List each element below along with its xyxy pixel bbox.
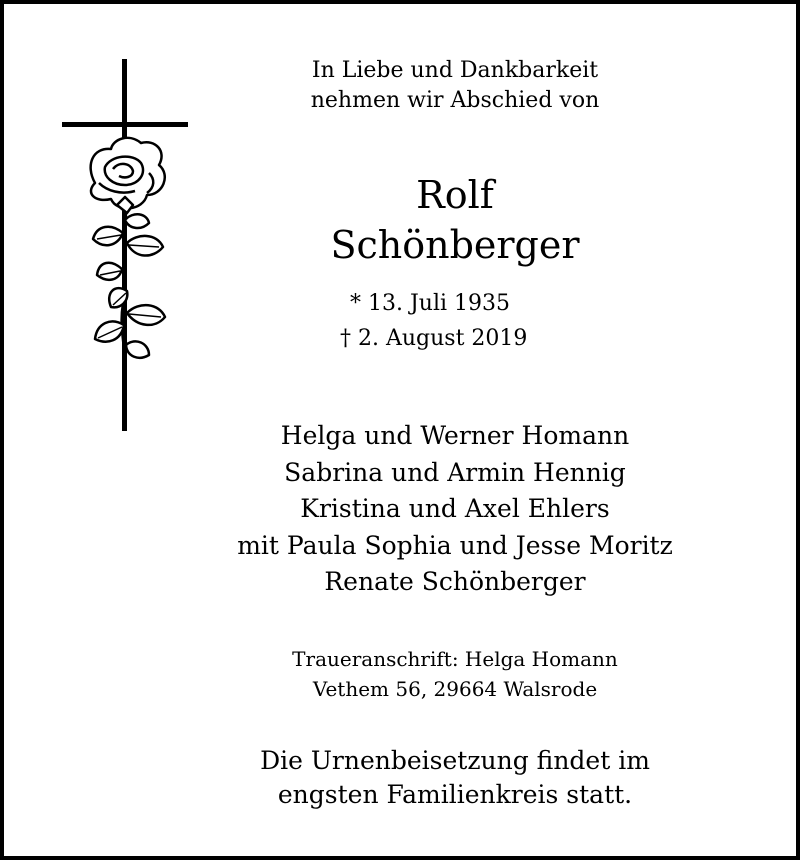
- mourning-address: [200, 644, 710, 704]
- notice-line-2: engsten Familienkreis statt.: [277, 780, 633, 809]
- death-date: † 2. August 2019: [340, 326, 528, 351]
- family-line: Helga und Werner Homann: [280, 421, 630, 450]
- first-name: Rolf: [416, 173, 494, 217]
- intro-text: [200, 56, 710, 116]
- birth-date: * 13. Juli 1935: [350, 291, 511, 316]
- family-line: mit Paula Sophia und Jesse Moritz: [237, 530, 673, 560]
- burial-notice: [200, 744, 710, 812]
- life-dates: [340, 286, 640, 356]
- notice-line-1: Die Urnenbeisetzung findet im: [260, 746, 650, 775]
- cross-with-rose-icon: [55, 55, 200, 435]
- intro-line-1: In Liebe und Dankbarkeit: [311, 58, 599, 83]
- address-line-2: Vethem 56, 29664 Walsrode: [312, 677, 598, 701]
- family-line: Renate Schönberger: [324, 567, 586, 596]
- intro-line-2: nehmen wir Abschied von: [310, 88, 600, 113]
- last-name: Schönberger: [330, 223, 580, 267]
- family-list: [200, 418, 710, 601]
- address-line-1: Traueranschrift: Helga Homann: [292, 647, 618, 671]
- family-line: Kristina und Axel Ehlers: [300, 494, 610, 523]
- family-line: Sabrina und Armin Hennig: [284, 457, 626, 487]
- deceased-name: [200, 170, 710, 270]
